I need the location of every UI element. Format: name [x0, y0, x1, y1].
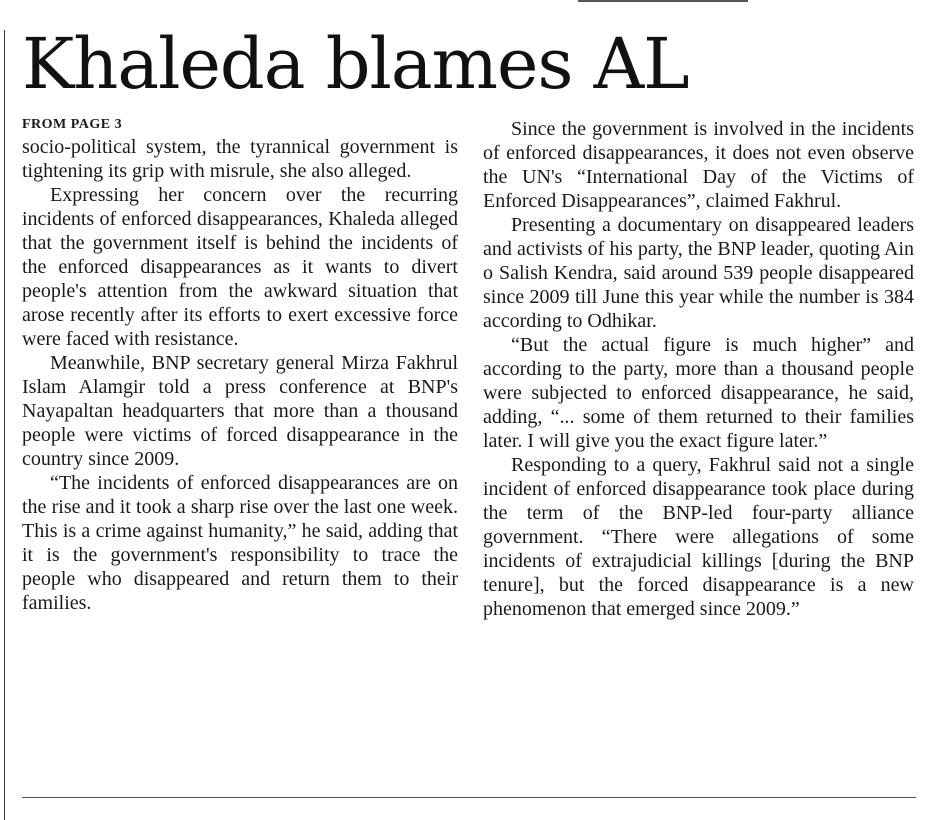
paragraph: Presenting a documentary on disappeared leaders and activists of his party, the BNP leader, quoting Ain o Salish Kendra, said around 539 people disappeared since 2009 till June this year while the number is 384 according to Odhikar.: [483, 214, 914, 332]
continuation-kicker: FROM PAGE 3: [22, 117, 123, 132]
paragraph: socio-political system, the tyrannical government is tightening its grip with misrule, she also alleged.: [22, 136, 458, 182]
left-column: [22, 115, 458, 615]
paragraph: Expressing her concern over the recurring incidents of enforced disappearances, Khaleda alleged that the government itself is behind the incidents of the enforced disappearances as it wants to divert people's attention from the awkward situation that arose recently after its efforts to exert excessive force were faced with resistance.: [22, 184, 458, 350]
right-column: [483, 115, 914, 621]
paragraph: Responding to a query, Fakhrul said not a single incident of enforced disappearance took place during the term of the BNP-led four-party alliance government. “There were allegations of some incidents of extrajudicial killings [during the BNP tenure], but the forced disappearance is a new phenomenon that emerged since 2009.”: [483, 454, 914, 620]
top-rule: [578, 0, 748, 2]
paragraph: “But the actual figure is much higher” and according to the party, more than a thousand people were subjected to enforced disappearance, he said, adding, “... some of them returned to their families later. I will give you the exact figure later.”: [483, 334, 914, 452]
paragraph: Meanwhile, BNP secretary general Mirza Fakhrul Islam Alamgir told a press conference at BNP's Nayapaltan headquarters that more than a thousand people were victims of forced disappearance in the country since 2009.: [22, 352, 458, 470]
paragraph: Since the government is involved in the incidents of enforced disappearances, it does not even observe the UN's “International Day of the Victims of Enforced Disappearances”, claimed Fakhrul.: [483, 118, 914, 212]
headline: Khaleda blames AL: [22, 23, 689, 105]
paragraph: “The incidents of enforced disappearances are on the rise and it took a sharp rise over the last one week. This is a crime against humanity,” he said, adding that it is the government's responsibility to trace the people who disappeared and return them to their families.: [22, 472, 458, 614]
column-rule: [4, 30, 5, 820]
bottom-rule: [22, 797, 916, 798]
